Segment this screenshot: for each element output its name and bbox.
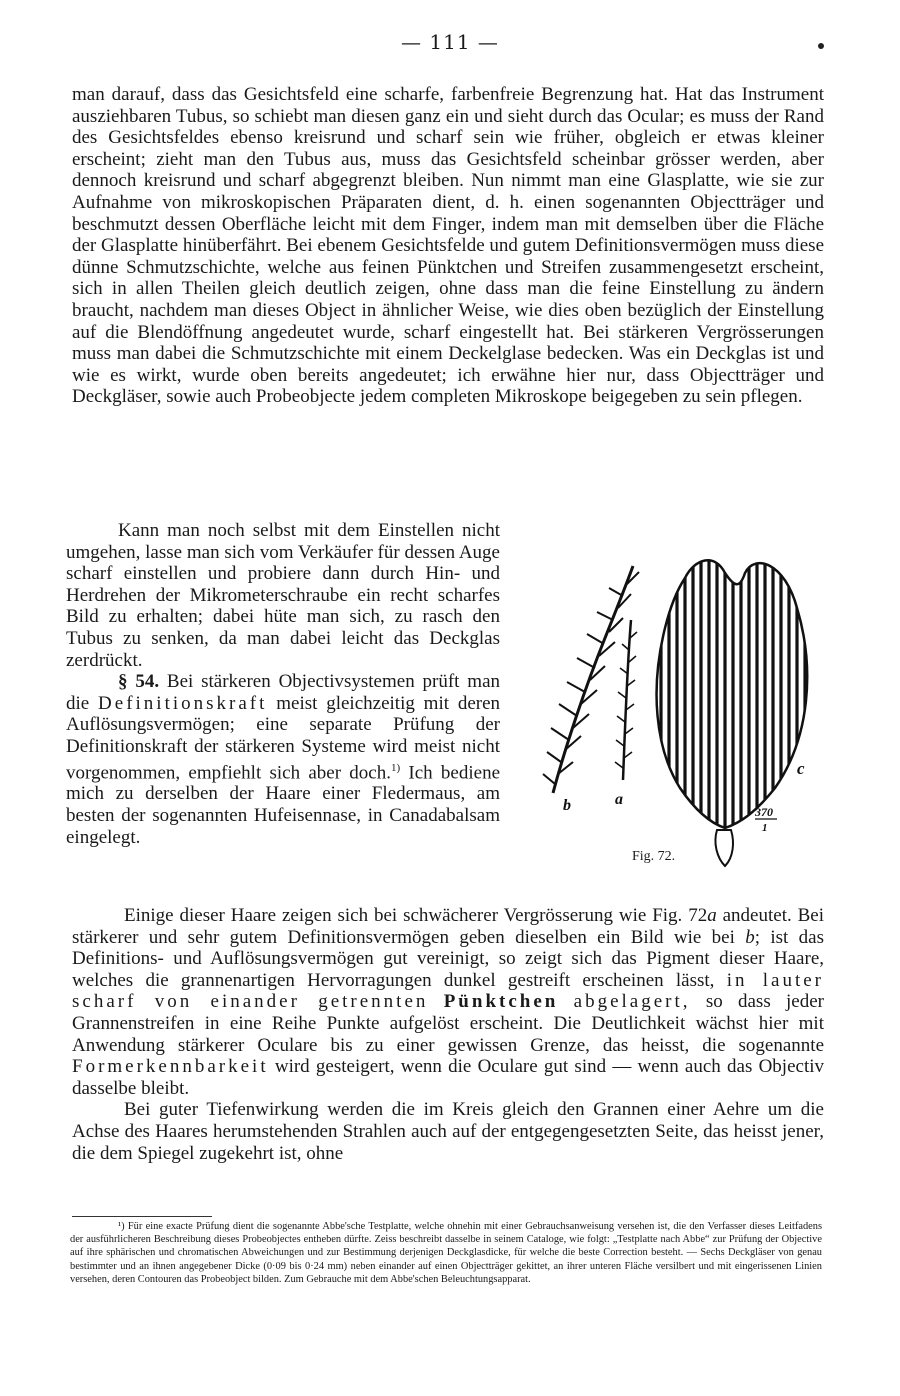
paragraph-4	[72, 905, 824, 1099]
paragraph-2: Kann man noch selbst mit dem Einstellen nicht umgehen, lasse man sich vom Verkäufer für dessen Auge scharf einstellen und probiere dann durch Hin- und Herdrehen der Mikrometerschraube ein recht scharfes Bild zu erhalten; dabei hüte man sich, zu rasch den Tubus zu senken, da man dabei leicht das Deckglas zerdrückt.	[66, 520, 500, 671]
figure-72-illustration	[535, 548, 825, 878]
footnote	[70, 1220, 822, 1286]
figure-label-b: b	[563, 797, 571, 814]
paragraph-1-text: man darauf, dass das Gesichtsfeld eine scharfe, farbenfreie Begrenzung hat. Hat das Instrument ausziehbaren Tubus, so schiebt man diesen ganz ein und sieht durch das Ocular; es muss der Rand des Gesichtsfeldes ebenso kreisrund und scharf sein wie früher, obgleich er etwas kleiner erscheint; zieht man den Tubus aus, muss das Gesichtsfeld scheinbar grösser werden, aber dennoch kreisrund und scharf abgegrenzt bleiben. Nun nimmt man eine Glasplatte, wie sie zur Aufnahme von mikroskopischen Präparaten dient, d. h. einen sogenannten Objectträger und beschmutzt dessen Oberfläche leicht mit dem Finger, indem man mit demselben über die Fläche der Glasplatte hinüberfährt. Bei ebenem Gesichtsfelde und gutem Definitionsvermögen muss diese dünne Schmutzschichte, welche aus feinen Pünktchen und Streifen zusammengesetzt erscheint, sich in allen Theilen gleich deutlich zeigen, ohne dass man die feine Einstellung zu ändern braucht, nachdem man dieses Object in ähnlicher Weise, wie dies oben bezüglich der Einstellung auf die Blendöffnung angedeutet wurde, scharf eingestellt hat. Bei stärkeren Vergrösserungen muss man dabei die Schmutzschichte mit einem Deckelglase bedecken. Was ein Deckglas ist und wie es wirkt, wurde oben bereits angedeutet; ich erwähne hier nur, dass Objectträger und Deckgläser, sowie auch Probeobjecte jedem completen Mikroskope beigegeben zu sein pflegen.	[72, 84, 824, 408]
figure-label-c: c	[797, 759, 805, 778]
paragraph-3-part-b: meist gleichzeitig mit deren Auflösungsvermögen; eine separate Prüfung der Definitionskraft der stärkeren Systeme wird meist nicht vorgenommen, empfiehlt sich aber doch.	[66, 692, 501, 783]
paragraph-3	[66, 671, 500, 848]
figure-caption: Fig. 72.	[632, 849, 676, 864]
spaced-term-formerkennbarkeit: Formerkennbarkeit	[72, 1056, 269, 1078]
hair-a-drawing	[615, 620, 637, 780]
spaced-term-definitionskraft: Definitionskraft	[98, 692, 268, 714]
paragraph-4-part-a: Einige dieser Haare zeigen sich bei schwächerer Vergrösserung wie Fig. 72	[124, 905, 708, 926]
section-number: § 54.	[118, 671, 160, 693]
paragraph-1	[72, 84, 824, 408]
spaced-phrase-2: abgelagert,	[573, 991, 691, 1013]
footnote-text: ¹) Für eine exacte Prüfung dient die sogenannte Abbe'sche Testplatte, welche ohnehin mit einer Gebrauchsanweisung versehen ist, die den Verfasser dieses Leitfadens der ausführlicheren Beschreibung dieses Probeobjectes entheben dürfte. Zeiss beschreibt dasselbe in seinem Cataloge, wie folgt: „Testplatte nach Abbe“ zur Prüfung der Objective auf ihre sphärischen und chromatischen Abweichungen und zur Bestimmung derjenigen Deckglasdicke, für welche die beste Correction besteht. — Sechs Deckgläser von genau bestimmter und an ihnen angegebener Dicke (0·09 bis 0·24 mm) neben einander auf einen Objectträger gekittet, an ihrer unteren Fläche versilbert und mit eingerissenen Linien versehen, deren Contouren das Probeobject bilden. Zum Gebrauche mit dem Abbe'schen Beleuchtungsapparat.	[70, 1221, 822, 1285]
paragraph-3-part-c: Ich bediene mich zu derselben der Haare einer Fledermaus, am besten der sogenannten Hufeisennase, in Canadabalsam eingelegt.	[66, 761, 501, 848]
paragraphs-lower	[72, 905, 824, 1164]
paragraph-4-part-e: wird gesteigert, wenn die Oculare gut sind — wenn auch das Objectiv dasselbe bleibt.	[72, 1056, 825, 1099]
figure-ref-b: b	[745, 926, 755, 948]
wrapped-text-column	[66, 520, 500, 848]
magnification-denominator: 1	[762, 822, 768, 834]
paragraph-4-part-d: so dass jeder Grannenstreifen in eine Reihe Punkte aufgelöst erscheint. Die Deutlichkeit wächst hier mit Anwendung stärkerer Oculare bis zu einer gewissen Grenze, das heisst, die sogenannte	[72, 991, 824, 1056]
ink-speck	[818, 43, 824, 49]
paragraph-5: Bei guter Tiefenwirkung werden die im Kreis gleich den Grannen einer Aehre um die Achse des Haares herumstehenden Strahlen auch auf der entgegengesetzten Seite, das heisst jener, die dem Spiegel zugekehrt ist, ohne	[72, 1099, 824, 1164]
spaced-phrase-1: in lauter scharf von einander getrennten	[72, 969, 824, 1013]
paragraph-3-part-a: Bei stärkeren Objectivsystemen prüft man die	[66, 671, 501, 714]
spaced-bold-term: Pünktchen	[443, 991, 559, 1013]
figure-label-a: a	[615, 791, 623, 808]
footnote-separator	[72, 1216, 212, 1217]
paragraph-4-part-b: andeutet. Bei stärkerer und sehr gutem Definitionsvermögen geben dieselben ein Bild wie bei	[72, 905, 824, 948]
paragraph-4-part-c: ; ist das Definitions- und Auflösungsvermögen gut vereinigt, so zeigt sich das Pigment dieser Haare, welches die grannenartigen Hervorragungen dunkel gestreift erscheinen lässt,	[72, 926, 824, 991]
magnification-numerator: 370	[755, 805, 773, 819]
footnote-mark: 1)	[390, 761, 401, 774]
page-number: — 111 —	[401, 30, 499, 54]
figure-ref-a: a	[707, 905, 717, 926]
hair-c-drawing	[645, 548, 825, 866]
